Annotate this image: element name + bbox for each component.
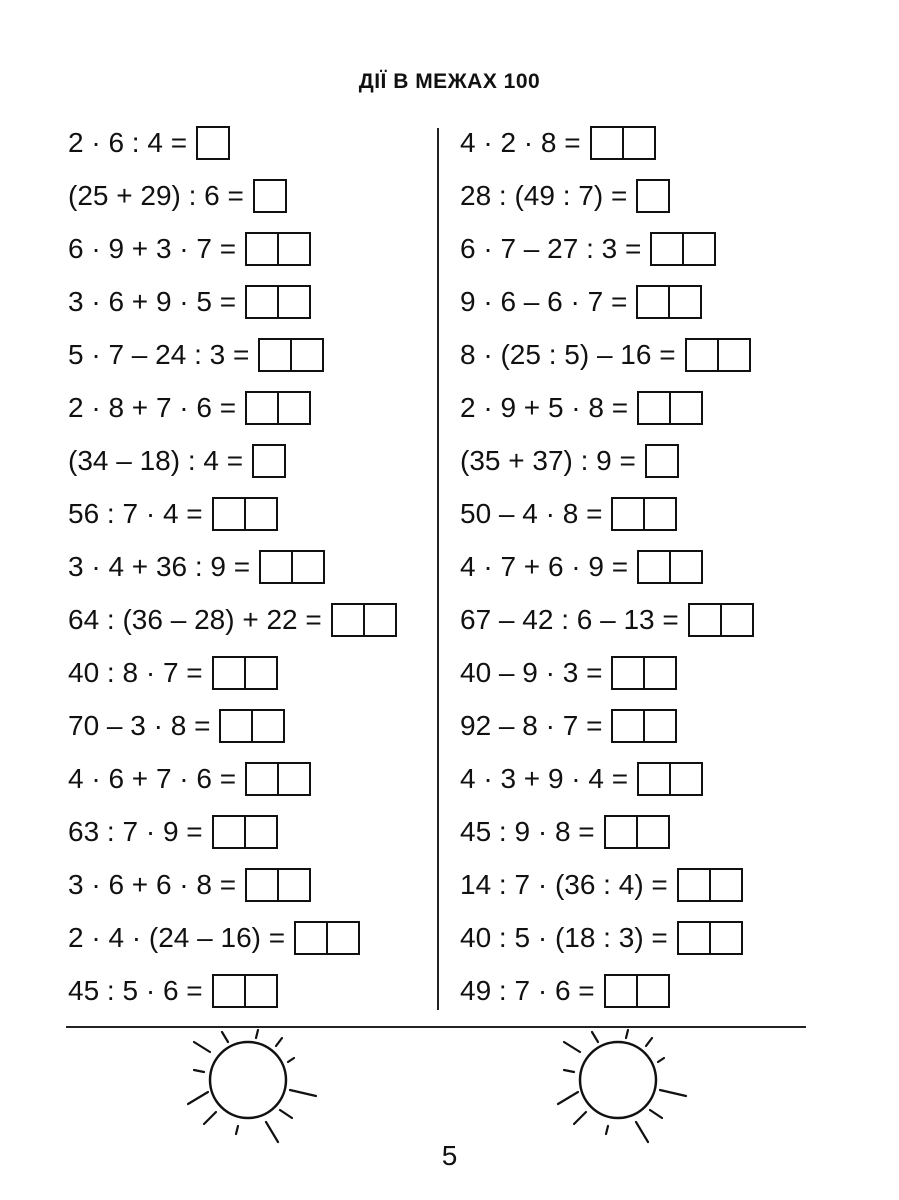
- answer-digit-box[interactable]: [622, 128, 654, 158]
- exercise-row: [460, 699, 754, 752]
- answer-digit-box[interactable]: [214, 658, 244, 688]
- exercise-expression: (34 – 18) : 4 =: [68, 444, 244, 476]
- exercise-expression: 2 · 6 : 4 =: [68, 126, 188, 158]
- answer-boxes[interactable]: [636, 285, 702, 319]
- answer-boxes[interactable]: [294, 921, 360, 955]
- answer-digit-box[interactable]: [244, 499, 276, 529]
- exercise-row: [68, 964, 397, 1017]
- exercise-row: [460, 381, 754, 434]
- footer-divider: [66, 1026, 806, 1028]
- answer-digit-box[interactable]: [326, 923, 358, 953]
- answer-boxes[interactable]: [650, 232, 716, 266]
- answer-boxes[interactable]: [604, 974, 670, 1008]
- answer-digit-box[interactable]: [606, 976, 636, 1006]
- exercise-row: [460, 328, 754, 381]
- exercise-row: [68, 434, 397, 487]
- exercise-row: [68, 116, 397, 169]
- answer-digit-box[interactable]: [244, 658, 276, 688]
- exercise-expression: 4 · 3 + 9 · 4 =: [460, 762, 629, 794]
- exercise-row: [68, 381, 397, 434]
- answer-digit-box[interactable]: [244, 976, 276, 1006]
- exercise-row: [460, 858, 754, 911]
- page-number: 5: [441, 1140, 458, 1171]
- answer-digit-box[interactable]: [669, 764, 701, 794]
- answer-digit-box[interactable]: [639, 552, 669, 582]
- exercise-row: [460, 169, 754, 222]
- answer-digit-box[interactable]: [221, 711, 251, 741]
- answer-boxes[interactable]: [637, 762, 703, 796]
- left-exercise-column: [68, 116, 397, 1017]
- answer-boxes[interactable]: [677, 921, 743, 955]
- answer-digit-box[interactable]: [277, 234, 309, 264]
- exercise-expression: 5 · 7 – 24 : 3 =: [68, 338, 250, 370]
- exercise-row: [68, 593, 397, 646]
- answer-boxes[interactable]: [604, 815, 670, 849]
- answer-boxes[interactable]: [259, 550, 325, 584]
- answer-boxes[interactable]: [590, 126, 656, 160]
- exercise-expression: 92 – 8 · 7 =: [460, 709, 603, 741]
- right-exercise-column: [460, 116, 754, 1017]
- answer-boxes[interactable]: [258, 338, 324, 372]
- exercise-row: [68, 540, 397, 593]
- answer-digit-box[interactable]: [247, 393, 277, 423]
- answer-boxes[interactable]: [212, 656, 278, 690]
- answer-boxes[interactable]: [245, 868, 311, 902]
- exercise-row: [68, 646, 397, 699]
- answer-digit-box[interactable]: [363, 605, 395, 635]
- column-divider: [437, 128, 439, 1010]
- answer-boxes[interactable]: [685, 338, 751, 372]
- answer-digit-box[interactable]: [679, 870, 709, 900]
- answer-digit-box[interactable]: [638, 181, 668, 211]
- exercise-row: [68, 222, 397, 275]
- page-title: ДІЇ В МЕЖАХ 100: [358, 70, 541, 93]
- answer-digit-box[interactable]: [639, 764, 669, 794]
- answer-digit-box[interactable]: [247, 234, 277, 264]
- answer-digit-box[interactable]: [720, 605, 752, 635]
- answer-digit-box[interactable]: [652, 234, 682, 264]
- exercise-expression: 8 · (25 : 5) – 16 =: [460, 338, 676, 370]
- exercise-expression: 64 : (36 – 28) + 22 =: [68, 603, 322, 635]
- exercise-row: [68, 752, 397, 805]
- answer-digit-box[interactable]: [255, 181, 285, 211]
- answer-digit-box[interactable]: [291, 552, 323, 582]
- exercise-row: [460, 116, 754, 169]
- exercise-expression: 6 · 9 + 3 · 7 =: [68, 232, 237, 264]
- answer-digit-box[interactable]: [251, 711, 283, 741]
- exercise-expression: 9 · 6 – 6 · 7 =: [460, 285, 628, 317]
- answer-digit-box[interactable]: [638, 287, 668, 317]
- exercise-row: [460, 964, 754, 1017]
- answer-boxes[interactable]: [252, 444, 286, 478]
- answer-digit-box[interactable]: [709, 923, 741, 953]
- answer-boxes[interactable]: [245, 232, 311, 266]
- answer-digit-box[interactable]: [214, 817, 244, 847]
- exercise-expression: 49 : 7 · 6 =: [460, 974, 595, 1006]
- exercise-expression: 40 – 9 · 3 =: [460, 656, 603, 688]
- exercise-expression: 63 : 7 · 9 =: [68, 815, 203, 847]
- exercise-row: [460, 752, 754, 805]
- exercise-row: [68, 699, 397, 752]
- answer-digit-box[interactable]: [198, 128, 228, 158]
- answer-boxes[interactable]: [611, 497, 677, 531]
- answer-digit-box[interactable]: [247, 870, 277, 900]
- answer-digit-box[interactable]: [277, 287, 309, 317]
- answer-digit-box[interactable]: [613, 658, 643, 688]
- answer-digit-box[interactable]: [668, 287, 700, 317]
- answer-boxes[interactable]: [688, 603, 754, 637]
- answer-digit-box[interactable]: [277, 870, 309, 900]
- answer-digit-box[interactable]: [214, 976, 244, 1006]
- exercise-row: [460, 646, 754, 699]
- exercise-expression: 6 · 7 – 27 : 3 =: [460, 232, 642, 264]
- answer-digit-box[interactable]: [709, 870, 741, 900]
- answer-digit-box[interactable]: [296, 923, 326, 953]
- exercise-expression: 4 · 7 + 6 · 9 =: [460, 550, 629, 582]
- exercise-row: [68, 275, 397, 328]
- answer-digit-box[interactable]: [647, 446, 677, 476]
- answer-digit-box[interactable]: [247, 764, 277, 794]
- exercise-expression: 70 – 3 · 8 =: [68, 709, 211, 741]
- exercise-expression: 3 · 6 + 9 · 5 =: [68, 285, 237, 317]
- answer-digit-box[interactable]: [636, 976, 668, 1006]
- exercise-row: [460, 222, 754, 275]
- exercise-row: [460, 540, 754, 593]
- answer-digit-box[interactable]: [254, 446, 284, 476]
- answer-digit-box[interactable]: [687, 340, 717, 370]
- exercise-expression: 2 · 9 + 5 · 8 =: [460, 391, 629, 423]
- exercise-row: [68, 328, 397, 381]
- answer-digit-box[interactable]: [260, 340, 290, 370]
- answer-boxes[interactable]: [196, 126, 230, 160]
- exercise-expression: 56 : 7 · 4 =: [68, 497, 203, 529]
- answer-boxes[interactable]: [645, 444, 679, 478]
- exercise-row: [460, 434, 754, 487]
- answer-digit-box[interactable]: [643, 658, 675, 688]
- answer-digit-box[interactable]: [592, 128, 622, 158]
- exercise-expression: 40 : 8 · 7 =: [68, 656, 203, 688]
- answer-digit-box[interactable]: [244, 817, 276, 847]
- answer-digit-box[interactable]: [261, 552, 291, 582]
- answer-digit-box[interactable]: [679, 923, 709, 953]
- exercise-expression: 45 : 5 · 6 =: [68, 974, 203, 1006]
- sun-icon: [552, 1028, 692, 1148]
- exercise-row: [68, 805, 397, 858]
- answer-boxes[interactable]: [637, 391, 703, 425]
- exercise-expression: 28 : (49 : 7) =: [460, 179, 628, 211]
- answer-digit-box[interactable]: [277, 764, 309, 794]
- sun-icon: [180, 1028, 320, 1148]
- exercise-expression: 4 · 2 · 8 =: [460, 126, 581, 158]
- exercise-expression: 14 : 7 · (36 : 4) =: [460, 868, 668, 900]
- answer-digit-box[interactable]: [690, 605, 720, 635]
- answer-digit-box[interactable]: [214, 499, 244, 529]
- exercise-row: [460, 911, 754, 964]
- answer-digit-box[interactable]: [717, 340, 749, 370]
- answer-digit-box[interactable]: [613, 499, 643, 529]
- exercise-expression: 40 : 5 · (18 : 3) =: [460, 921, 668, 953]
- exercise-row: [460, 593, 754, 646]
- answer-boxes[interactable]: [331, 603, 397, 637]
- exercise-expression: 3 · 6 + 6 · 8 =: [68, 868, 237, 900]
- exercise-expression: 2 · 8 + 7 · 6 =: [68, 391, 237, 423]
- answer-boxes[interactable]: [212, 815, 278, 849]
- exercise-expression: 2 · 4 · (24 – 16) =: [68, 921, 286, 953]
- answer-boxes[interactable]: [611, 656, 677, 690]
- answer-boxes[interactable]: [245, 285, 311, 319]
- exercise-expression: 3 · 4 + 36 : 9 =: [68, 550, 251, 582]
- answer-digit-box[interactable]: [643, 499, 675, 529]
- answer-digit-box[interactable]: [636, 817, 668, 847]
- answer-boxes[interactable]: [677, 868, 743, 902]
- exercise-row: [68, 911, 397, 964]
- answer-boxes[interactable]: [212, 974, 278, 1008]
- answer-boxes[interactable]: [636, 179, 670, 213]
- exercise-expression: (25 + 29) : 6 =: [68, 179, 244, 211]
- answer-digit-box[interactable]: [639, 393, 669, 423]
- answer-digit-box[interactable]: [606, 817, 636, 847]
- answer-digit-box[interactable]: [277, 393, 309, 423]
- answer-digit-box[interactable]: [669, 393, 701, 423]
- exercise-expression: 67 – 42 : 6 – 13 =: [460, 603, 679, 635]
- exercise-expression: (35 + 37) : 9 =: [460, 444, 636, 476]
- exercise-row: [68, 169, 397, 222]
- answer-boxes[interactable]: [212, 497, 278, 531]
- answer-digit-box[interactable]: [290, 340, 322, 370]
- exercise-expression: 4 · 6 + 7 · 6 =: [68, 762, 237, 794]
- exercise-expression: 50 – 4 · 8 =: [460, 497, 603, 529]
- answer-digit-box[interactable]: [247, 287, 277, 317]
- answer-boxes[interactable]: [611, 709, 677, 743]
- answer-digit-box[interactable]: [643, 711, 675, 741]
- answer-digit-box[interactable]: [613, 711, 643, 741]
- exercise-row: [460, 805, 754, 858]
- answer-boxes[interactable]: [219, 709, 285, 743]
- exercise-row: [460, 487, 754, 540]
- exercise-expression: 45 : 9 · 8 =: [460, 815, 595, 847]
- exercise-row: [460, 275, 754, 328]
- exercise-row: [68, 858, 397, 911]
- answer-boxes[interactable]: [637, 550, 703, 584]
- exercise-row: [68, 487, 397, 540]
- answer-boxes[interactable]: [245, 762, 311, 796]
- answer-digit-box[interactable]: [333, 605, 363, 635]
- answer-digit-box[interactable]: [669, 552, 701, 582]
- answer-boxes[interactable]: [253, 179, 287, 213]
- answer-boxes[interactable]: [245, 391, 311, 425]
- answer-digit-box[interactable]: [682, 234, 714, 264]
